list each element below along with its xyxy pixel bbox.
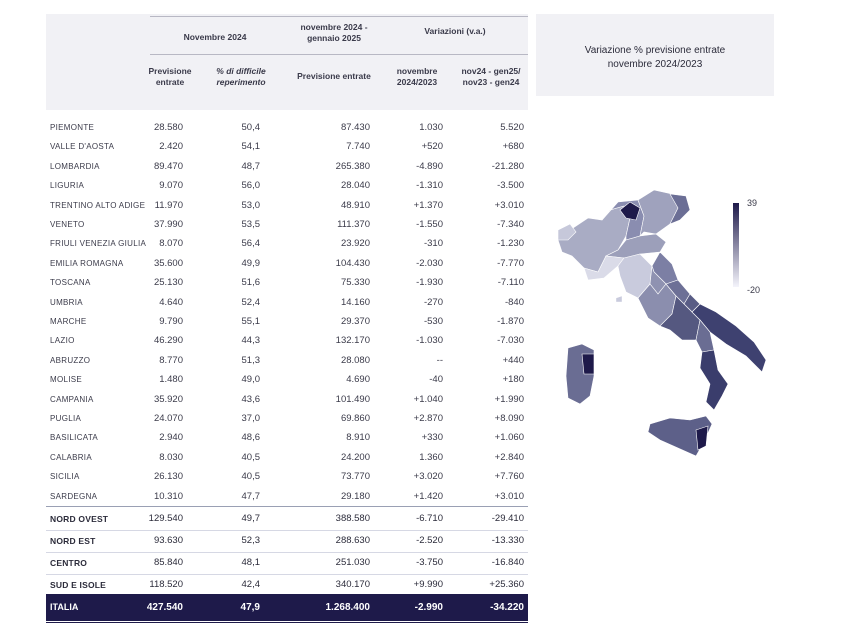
- region-prev3: 29.180: [340, 490, 370, 502]
- map-legend-min: -20: [747, 285, 761, 295]
- region-diff: 37,0: [241, 413, 260, 424]
- group-prev: 118.520: [149, 579, 183, 590]
- table-header-sub: [46, 54, 528, 110]
- total-prev: 427.540: [146, 602, 183, 613]
- region-var2: -3.500: [497, 180, 524, 192]
- region-prev: 10.310: [153, 490, 183, 502]
- map-title-line1: Variazione % previsione entrate: [584, 45, 726, 56]
- region-var2: +3.010: [494, 199, 524, 211]
- region-diff: 53,5: [241, 219, 260, 230]
- region-var2: +1.060: [494, 432, 524, 444]
- group-row: [46, 574, 528, 596]
- map-title: [536, 44, 774, 72]
- total-var1: -2.990: [414, 602, 443, 613]
- map-region-elba: [616, 296, 622, 302]
- region-prev3: 7.740: [346, 141, 370, 153]
- region-prev: 28.580: [153, 122, 183, 133]
- region-diff: 55,1: [241, 316, 260, 327]
- region-var1: -1.030: [416, 335, 443, 347]
- table-row: [46, 448, 528, 467]
- region-var2: +8.090: [494, 413, 524, 424]
- region-prev: 2.940: [159, 432, 183, 444]
- region-prev: 8.770: [159, 354, 183, 366]
- header-col-previsione-line2: entrate: [155, 77, 185, 87]
- header-group-variazioni: Variazioni (v.a.): [424, 26, 486, 36]
- region-diff: 54,1: [241, 141, 260, 153]
- region-name: MOLISE: [50, 375, 83, 385]
- total-row-italia: [46, 594, 528, 621]
- map-region-sicilia-east: [696, 426, 708, 450]
- region-name: MARCHE: [50, 317, 87, 326]
- region-prev3: 265.380: [335, 160, 370, 172]
- region-name: BASILICATA: [50, 433, 99, 443]
- map-title-line2: novembre 2024/2023: [607, 59, 703, 70]
- group-row: [46, 530, 528, 552]
- region-prev3: 104.430: [335, 257, 370, 269]
- region-diff: 56,0: [241, 180, 260, 192]
- region-prev3: 29.370: [340, 316, 370, 327]
- region-prev3: 23.920: [340, 238, 370, 250]
- region-var1: -1.550: [416, 219, 443, 230]
- region-diff: 44,3: [241, 335, 260, 347]
- region-name: LAZIO: [50, 336, 75, 346]
- table-row: [46, 351, 528, 370]
- group-diff: 52,3: [241, 535, 260, 546]
- region-prev: 89.470: [153, 160, 183, 172]
- table-header-top: [46, 14, 528, 54]
- header-col-var-nov-line2: 2024/2023: [396, 77, 438, 87]
- group-name: NORD EST: [50, 536, 96, 546]
- region-var1: +330: [421, 432, 443, 444]
- map-title-box: [536, 14, 774, 96]
- group-prev: 85.840: [153, 557, 183, 568]
- group-var2: -16.840: [491, 557, 524, 568]
- header-col-var-period-line2: nov23 - gen24: [462, 77, 520, 87]
- region-prev3: 87.430: [340, 122, 370, 133]
- table-row: [46, 118, 528, 137]
- region-prev: 8.070: [159, 238, 183, 250]
- region-name: FRIULI VENEZIA GIULIA: [50, 239, 147, 249]
- region-var1: -530: [423, 316, 443, 327]
- region-var2: +680: [502, 141, 524, 153]
- region-var1: -1.310: [416, 180, 443, 192]
- region-prev3: 48.910: [340, 199, 370, 211]
- region-diff: 48,7: [241, 160, 260, 172]
- table-row: [46, 215, 528, 234]
- region-diff: 53,0: [241, 199, 260, 211]
- region-name: SARDEGNA: [50, 491, 98, 501]
- group-prev3: 340.170: [335, 579, 370, 590]
- map-region-calabria: [700, 350, 728, 410]
- region-var1: +2.870: [413, 413, 443, 424]
- region-var2: -7.340: [497, 219, 524, 230]
- map-legend-max: 39: [747, 198, 758, 208]
- group-var2: -13.330: [491, 535, 524, 546]
- region-var1: +1.040: [413, 393, 443, 405]
- region-var2: -7.770: [497, 257, 524, 269]
- region-diff: 56,4: [241, 238, 260, 250]
- region-name: VALLE D'AOSTA: [50, 142, 115, 152]
- header-col-var-nov-line1: novembre: [396, 66, 438, 76]
- region-prev: 35.600: [153, 257, 183, 269]
- region-prev3: 8.910: [346, 432, 370, 444]
- table-bottom-rule: [46, 622, 528, 623]
- region-var2: +7.760: [494, 471, 524, 483]
- table-row: [46, 331, 528, 350]
- table-row: [46, 157, 528, 176]
- region-name: VENETO: [50, 220, 85, 229]
- region-name: EMILIA ROMAGNA: [50, 258, 124, 268]
- group-row: [46, 508, 528, 530]
- region-prev3: 111.370: [337, 219, 370, 230]
- header-top-rule: [150, 16, 528, 17]
- region-name: ABRUZZO: [50, 355, 91, 365]
- region-prev3: 101.490: [335, 393, 370, 405]
- region-prev: 26.130: [153, 471, 183, 483]
- region-var2: +440: [502, 354, 524, 366]
- header-col-previsione-3m: Previsione entrate: [297, 71, 371, 81]
- region-var1: +520: [421, 141, 443, 153]
- header-group-period-line2: gennaio 2025: [307, 33, 361, 43]
- group-prev: 129.540: [148, 513, 183, 524]
- header-col-previsione-line1: Previsione: [148, 66, 192, 76]
- group-name: CENTRO: [50, 558, 88, 568]
- table-row: [46, 467, 528, 486]
- group-var1: -2.520: [416, 535, 443, 546]
- table-row: [46, 234, 528, 253]
- table-row: [46, 273, 528, 292]
- table-row: [46, 293, 528, 312]
- table-row: [46, 428, 528, 447]
- region-prev3: 75.330: [340, 277, 370, 289]
- region-var1: -310: [423, 238, 443, 250]
- region-prev: 25.130: [153, 277, 183, 289]
- group-var1: -6.710: [416, 513, 443, 524]
- group-diff: 49,7: [241, 513, 260, 524]
- region-var1: -270: [423, 296, 443, 308]
- region-var1: 1.360: [419, 451, 443, 463]
- group-prev: 93.630: [153, 535, 183, 546]
- group-diff: 48,1: [241, 557, 260, 568]
- region-prev: 24.070: [153, 413, 183, 424]
- group-name: NORD OVEST: [50, 514, 109, 524]
- region-var2: +1.990: [494, 393, 524, 405]
- region-prev: 2.420: [159, 141, 183, 153]
- group-var1: -3.750: [416, 557, 443, 568]
- region-prev: 35.920: [153, 393, 183, 405]
- region-name: CALABRIA: [50, 452, 92, 462]
- table-row: [46, 487, 528, 506]
- region-prev: 9.790: [159, 316, 183, 327]
- region-prev: 1.480: [159, 374, 183, 386]
- region-name: LIGURIA: [50, 181, 85, 191]
- map-legend-gradient: [733, 203, 739, 287]
- region-diff: 50,4: [241, 122, 260, 133]
- region-var2: -7.030: [497, 335, 524, 347]
- group-prev3: 288.630: [335, 535, 370, 546]
- total-name: ITALIA: [50, 602, 79, 612]
- region-diff: 51,3: [241, 354, 260, 366]
- total-prev3: 1.268.400: [325, 602, 370, 613]
- table-row: [46, 196, 528, 215]
- region-name: PIEMONTE: [50, 123, 95, 132]
- table-row: [46, 390, 528, 409]
- header-col-difficile-line1: % di difficile: [216, 66, 266, 76]
- header-col-difficile-line2: reperimento: [216, 77, 266, 87]
- table-row: [46, 409, 528, 428]
- region-var1: -4.890: [416, 160, 443, 172]
- region-var2: 5.520: [500, 122, 524, 133]
- group-prev3: 251.030: [335, 557, 370, 568]
- region-prev3: 28.040: [340, 180, 370, 192]
- region-name: CAMPANIA: [50, 394, 94, 404]
- region-prev3: 14.160: [340, 296, 370, 308]
- total-diff: 47,9: [240, 602, 260, 613]
- region-diff: 48,6: [241, 432, 260, 444]
- region-var2: -1.870: [497, 316, 524, 327]
- region-diff: 40,5: [241, 471, 260, 483]
- region-var1: +3.020: [413, 471, 443, 483]
- header-group-novembre: Novembre 2024: [183, 32, 247, 42]
- table-row: [46, 176, 528, 195]
- region-prev3: 28.080: [340, 354, 370, 366]
- region-diff: 43,6: [241, 393, 260, 405]
- region-prev: 4.640: [159, 296, 183, 308]
- region-prev: 37.990: [153, 219, 183, 230]
- map-region-sardegna-east: [582, 354, 594, 374]
- region-diff: 51,6: [241, 277, 260, 289]
- header-mid-rule: [150, 54, 528, 55]
- region-diff: 52,4: [241, 296, 260, 308]
- region-prev: 8.030: [159, 451, 183, 463]
- groups-separator: [46, 506, 528, 507]
- region-var1: -40: [429, 374, 443, 386]
- region-diff: 47,7: [241, 490, 260, 502]
- region-name: TOSCANA: [50, 278, 91, 288]
- header-group-period-line1: novembre 2024 -: [300, 22, 368, 32]
- table-row: [46, 137, 528, 156]
- region-prev3: 24.200: [340, 451, 370, 463]
- region-var1: --: [436, 354, 443, 366]
- region-diff: 49,9: [241, 257, 260, 269]
- region-var2: -840: [504, 296, 524, 308]
- group-prev3: 388.580: [335, 513, 370, 524]
- region-var2: -21.280: [491, 160, 524, 172]
- region-prev3: 4.690: [346, 374, 370, 386]
- region-prev3: 69.860: [340, 413, 370, 424]
- region-var2: -7.110: [497, 277, 524, 289]
- total-var2: -34.220: [490, 602, 524, 613]
- region-var2: +180: [502, 374, 524, 386]
- region-var2: +3.010: [494, 490, 524, 502]
- group-var1: +9.990: [413, 579, 443, 590]
- region-var2: -1.230: [497, 238, 524, 250]
- group-var2: -29.410: [491, 513, 524, 524]
- region-diff: 40,5: [241, 451, 260, 463]
- region-name: PUGLIA: [50, 414, 82, 423]
- region-var2: +2.840: [494, 451, 524, 463]
- region-prev3: 73.770: [340, 471, 370, 483]
- header-col-var-period-line1: nov24 - gen25/: [461, 66, 521, 76]
- group-name: SUD E ISOLE: [50, 580, 107, 590]
- group-var2: +25.360: [489, 579, 524, 590]
- region-prev3: 132.170: [335, 335, 370, 347]
- region-prev: 46.290: [153, 335, 183, 347]
- table-row: [46, 370, 528, 389]
- region-var1: 1.030: [419, 122, 443, 133]
- region-name: LOMBARDIA: [50, 161, 100, 171]
- table-row: [46, 254, 528, 273]
- table-row: [46, 312, 528, 331]
- group-row: [46, 552, 528, 574]
- region-diff: 49,0: [241, 374, 260, 386]
- region-var1: -2.030: [416, 257, 443, 269]
- region-prev: 11.970: [154, 199, 183, 211]
- region-name: TRENTINO ALTO ADIGE: [50, 200, 146, 210]
- region-name: SICILIA: [50, 472, 80, 482]
- region-var1: -1.930: [416, 277, 443, 289]
- region-var1: +1.420: [413, 490, 443, 502]
- region-prev: 9.070: [159, 180, 183, 192]
- region-name: UMBRIA: [50, 297, 83, 307]
- region-var1: +1.370: [413, 199, 443, 211]
- group-diff: 42,4: [241, 579, 260, 590]
